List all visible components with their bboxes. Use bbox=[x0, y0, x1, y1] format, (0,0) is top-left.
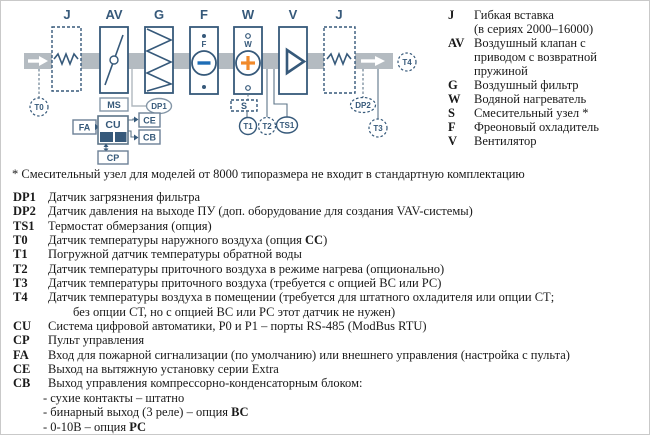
item-text: Система цифровой автоматики, P0 и P1 – порты RS-485 (ModBus RTU) bbox=[48, 319, 427, 334]
item-code: CB bbox=[13, 376, 31, 391]
item-text: Датчик температуры воздуха в помещении (требуется для штатного охладителя или опции СТ; bbox=[48, 290, 555, 305]
item-code: CP bbox=[13, 333, 30, 348]
ms-label: MS bbox=[107, 100, 121, 110]
t1-label: T1 bbox=[243, 122, 253, 131]
item-text: - сухие контакты – штатно bbox=[43, 390, 185, 405]
air-valve-box bbox=[100, 27, 128, 93]
fan-box bbox=[279, 27, 307, 94]
w-inner-label: W bbox=[244, 40, 252, 49]
flex-insert-1-box bbox=[52, 27, 81, 91]
s-label: S bbox=[240, 101, 248, 111]
item-text: без опции СТ, но с опцией ВС или РС этот датчик не нужен) bbox=[73, 304, 396, 319]
item-row-continuation bbox=[13, 391, 645, 405]
item-code: FA bbox=[13, 347, 29, 362]
item-row-continuation bbox=[13, 405, 645, 419]
ts1-label: TS1 bbox=[279, 121, 295, 130]
legend-description: Гибкая вставка (в сериях 2000–16000) bbox=[474, 8, 594, 36]
mixing-unit-node bbox=[231, 100, 257, 111]
label-flex-insert-1: J bbox=[63, 7, 71, 22]
item-code: T0 bbox=[13, 233, 28, 248]
t3-node bbox=[369, 119, 387, 137]
legend-row-f bbox=[448, 120, 644, 134]
air-handling-unit-diagram bbox=[1, 1, 461, 171]
t2-label: T2 bbox=[262, 122, 272, 131]
item-code: CE bbox=[13, 362, 31, 377]
item-row-continuation bbox=[13, 420, 645, 434]
ce-label: CE bbox=[143, 115, 156, 126]
legend-code: S bbox=[448, 106, 455, 120]
p0-label: P0 bbox=[102, 134, 111, 142]
cp-label: CP bbox=[106, 153, 120, 163]
item-row-continuation bbox=[13, 305, 645, 319]
legend-code: V bbox=[448, 134, 458, 148]
item-row-cb bbox=[13, 376, 645, 390]
item-text: Датчик давления на выходе ПУ (доп. оборудование для создания VAV-системы) bbox=[48, 204, 473, 219]
items-list bbox=[13, 190, 645, 434]
legend-row-s bbox=[448, 106, 644, 120]
t4-label: T4 bbox=[402, 58, 412, 67]
ts1-node bbox=[277, 117, 298, 133]
cp-panel-box bbox=[98, 151, 128, 164]
dp2-node bbox=[351, 98, 376, 113]
item-text: - 0-10В – опция РС bbox=[43, 419, 147, 434]
flex-insert-2-box bbox=[324, 27, 355, 93]
legend-row-av bbox=[448, 36, 644, 78]
item-text: Термостат обмерзания (опция) bbox=[48, 218, 212, 233]
cu-controller-box bbox=[98, 116, 128, 144]
dp2-label: DP2 bbox=[355, 101, 371, 110]
item-row-dp2 bbox=[13, 204, 645, 218]
t1-node bbox=[240, 118, 257, 135]
item-text: Датчик температуры наружного воздуха (опция СС) bbox=[48, 233, 328, 248]
item-text: Датчик температуры приточного воздуха (требуется с опцией ВС или РС) bbox=[48, 276, 442, 291]
filter-box bbox=[145, 27, 173, 93]
legend-row-w bbox=[448, 92, 644, 106]
label-fan: V bbox=[288, 7, 298, 22]
legend bbox=[448, 8, 644, 148]
cb-output-box bbox=[139, 130, 160, 144]
item-code: DP2 bbox=[13, 204, 36, 219]
fa-label: FA bbox=[78, 122, 91, 133]
item-row-dp1 bbox=[13, 190, 645, 204]
legend-row-j bbox=[448, 8, 644, 36]
item-code: T4 bbox=[13, 290, 28, 305]
legend-description: Воздушный клапан с приводом с возвратной пружиной bbox=[474, 36, 597, 78]
item-row-t3 bbox=[13, 276, 645, 290]
legend-code: G bbox=[448, 78, 458, 92]
cb-label: CB bbox=[143, 132, 156, 143]
cb-arrow bbox=[134, 135, 139, 141]
ce-output-box bbox=[139, 113, 160, 127]
item-row-t4 bbox=[13, 290, 645, 304]
ms-actuator-box bbox=[100, 98, 128, 111]
item-code: CU bbox=[13, 319, 32, 334]
cb-wire bbox=[128, 131, 135, 137]
item-text: Погружной датчик температуры обратной воды bbox=[48, 247, 302, 262]
t0-node bbox=[30, 98, 48, 116]
legend-description: Воздушный фильтр bbox=[474, 78, 579, 92]
label-air-valve: AV bbox=[105, 7, 123, 22]
legend-code: W bbox=[448, 92, 461, 106]
item-text: Выход управления компрессорно-конденсаторным блоком: bbox=[48, 376, 363, 391]
item-row-ce bbox=[13, 362, 645, 376]
item-text: Пульт управления bbox=[48, 333, 145, 348]
item-row-cp bbox=[13, 333, 645, 347]
item-row-cu bbox=[13, 319, 645, 333]
item-text: Выход на вытяжную установку серии Extra bbox=[48, 362, 279, 377]
legend-description: Водяной нагреватель bbox=[474, 92, 587, 106]
fa-input-box bbox=[73, 120, 96, 134]
label-flex-insert-2: J bbox=[335, 7, 343, 22]
legend-row-g bbox=[448, 78, 644, 92]
item-text: - бинарный выход (3 реле) – опция ВС bbox=[43, 405, 249, 420]
legend-code: AV bbox=[448, 36, 465, 50]
freon-cooler-box bbox=[190, 27, 218, 94]
item-code: TS1 bbox=[13, 218, 35, 233]
t2-node bbox=[259, 118, 276, 135]
t0-label: T0 bbox=[34, 103, 44, 112]
legend-code: F bbox=[448, 120, 456, 134]
t4-node bbox=[398, 53, 416, 71]
item-row-fa bbox=[13, 348, 645, 362]
f-inner-label: F bbox=[201, 40, 207, 49]
legend-description: Смесительный узел * bbox=[474, 106, 589, 120]
water-heater-box bbox=[234, 27, 262, 94]
ce-wire bbox=[128, 119, 135, 120]
ce-arrow bbox=[134, 117, 139, 123]
legend-row-v bbox=[448, 134, 644, 148]
item-code: T1 bbox=[13, 247, 28, 262]
legend-description: Вентилятор bbox=[474, 134, 537, 148]
item-code: T2 bbox=[13, 261, 28, 276]
label-freon-cooler: F bbox=[200, 7, 208, 22]
cu-label: CU bbox=[105, 119, 121, 131]
item-row-t0 bbox=[13, 233, 645, 247]
item-row-t1 bbox=[13, 247, 645, 261]
item-text: Вход для пожарной сигнализации (по умолчанию) или внешнего управления (настройка с пульта) bbox=[48, 347, 570, 362]
item-text: Датчик температуры приточного воздуха в режиме нагрева (опционально) bbox=[48, 261, 445, 276]
legend-code: J bbox=[448, 8, 455, 22]
item-row-t2 bbox=[13, 262, 645, 276]
footnote: * Смесительный узел для моделей от 8000 типоразмера не входит в стандартную комплектацию bbox=[12, 167, 525, 181]
item-code: T3 bbox=[13, 276, 28, 291]
dp1-node bbox=[147, 99, 172, 114]
p1-label: P1 bbox=[116, 134, 125, 142]
label-filter: G bbox=[153, 7, 165, 22]
dp1-label: DP1 bbox=[151, 102, 167, 111]
item-code: DP1 bbox=[13, 190, 36, 204]
item-row-ts1 bbox=[13, 219, 645, 233]
legend-description: Фреоновый охладитель bbox=[474, 120, 599, 134]
item-text: Датчик загрязнения фильтра bbox=[48, 190, 201, 204]
t3-label: T3 bbox=[373, 124, 383, 133]
label-water-heater: W bbox=[241, 7, 255, 22]
